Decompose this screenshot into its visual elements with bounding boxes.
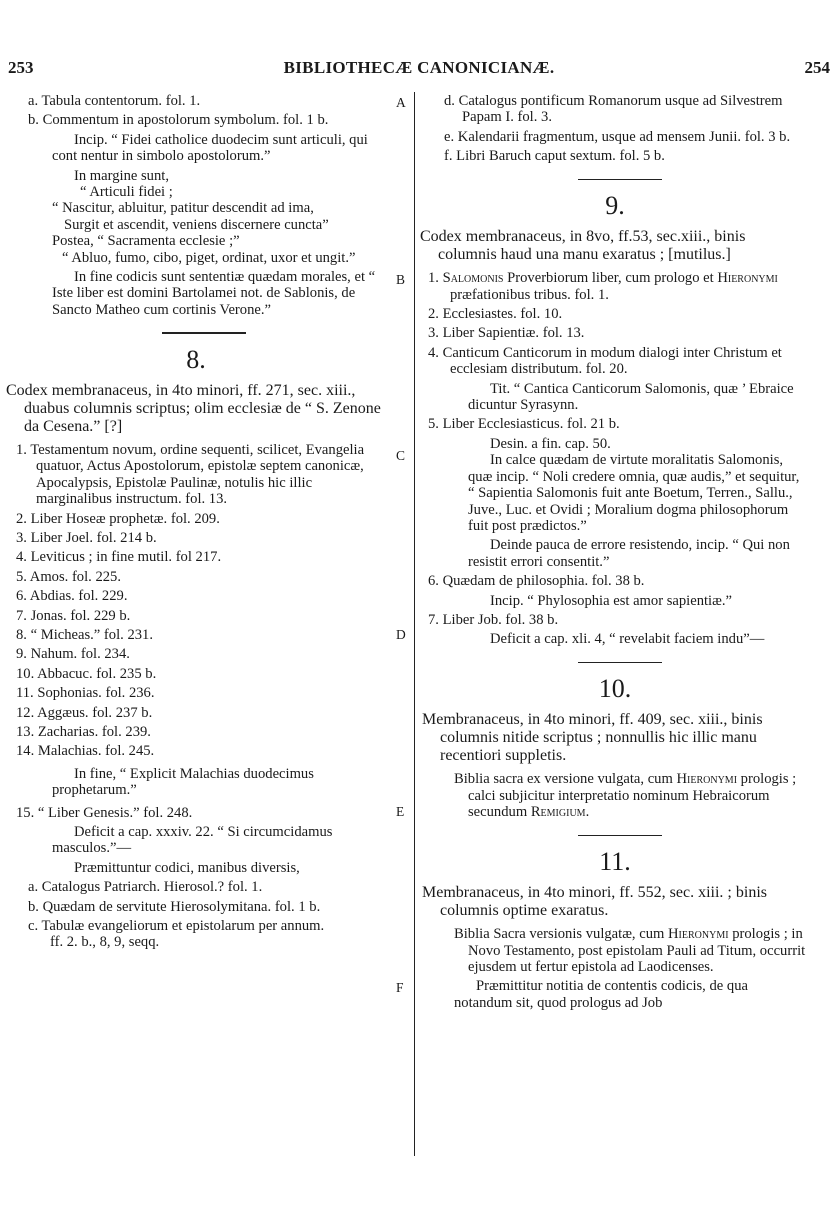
list-item: 15. “ Liber Genesis.” fol. 248. <box>16 804 193 821</box>
note-text: prologis ; calci subjicitur interpretatio nominum Hebraicorum secundum <box>468 771 797 821</box>
entry-b: b. Quædam de servitute Hierosolymitana. fol. 1 b. <box>28 898 321 915</box>
list-item: 8. “ Micheas.” fol. 231. <box>16 626 153 643</box>
item-text: Proverbiorum liber, cum prologo et <box>503 270 718 287</box>
page-number-left: 253 <box>8 58 34 77</box>
codex-description: Membranaceus, in 4to minori, ff. 409, sec. xiii., binis columnis nitide scriptus ; nonnullis hic illic manu recentiori suppletis. <box>422 711 763 765</box>
list-item: 4. Canticum Canticorum in modum dialogi inter Christum et ecclesiam distributum. fol. 20. <box>428 344 782 378</box>
section-number: 10. <box>598 674 632 704</box>
note-paragraph <box>424 926 806 975</box>
list-item: 2. Liber Hoseæ prophetæ. fol. 209. <box>16 510 220 527</box>
margin-note: In margine sunt, <box>74 167 169 184</box>
list-item: 12. Aggæus. fol. 237 b. <box>16 704 153 721</box>
entry-e: e. Kalendarii fragmentum, usque ad mensem Junii. fol. 3 b. <box>444 128 791 145</box>
left-column <box>6 93 386 951</box>
verse-line: “ Abluo, fumo, cibo, piget, ordinat, uxor et ungit.” <box>62 249 356 266</box>
entry-a: a. Tabula contentorum. fol. 1. <box>28 93 201 109</box>
verse-line: Postea, “ Sacramenta ecclesie ;” <box>52 233 240 250</box>
list-item: 9. Nahum. fol. 234. <box>16 646 130 663</box>
item-number: 1. <box>428 270 443 287</box>
margin-letter-b: B <box>396 272 406 287</box>
entry-c-continued: ff. 2. b., 8, 9, seqq. <box>50 934 160 951</box>
list-item: 4. Leviticus ; in fine mutil. fol 217. <box>16 549 222 566</box>
list-item: 3. Liber Sapientiæ. fol. 13. <box>428 325 585 342</box>
verse-line: “ Nascitur, abluitur, patitur descendit ad ima, <box>52 200 314 217</box>
note-paragraph: Præmittuntur codici, manibus diversis, <box>74 859 300 876</box>
note-paragraph: Deficit a cap. xli. 4, “ revelabit faciem indu”— <box>490 631 765 648</box>
margin-letter-e: E <box>396 804 405 819</box>
entry-f: f. Libri Baruch caput sextum. fol. 5 b. <box>444 148 665 165</box>
running-header <box>0 58 838 82</box>
page-number-right: 254 <box>804 58 830 77</box>
list-item <box>424 270 806 303</box>
margin-letter-a: A <box>396 95 406 110</box>
section-rule <box>578 835 662 837</box>
note-text: Biblia Sacra versionis vulgatæ, cum <box>454 926 669 943</box>
author-name: Salomonis <box>442 270 504 287</box>
item-text: præfationibus tribus. fol. 1. <box>450 286 609 303</box>
section-number: 9. <box>605 191 625 221</box>
list-item: 5. Liber Ecclesiasticus. fol. 21 b. <box>428 416 620 433</box>
incipit: Incip. “ Fidei catholice duodecim sunt articuli, qui cont nentur in simbolo apostolorum.” <box>52 131 368 165</box>
list-item: 2. Ecclesiastes. fol. 10. <box>428 306 563 323</box>
note-paragraph: In fine codicis sunt sententiæ quædam morales, et “ Iste liber est domini Bartolamei not. de Sablonis, de Sancto Matheo cum cortinis Verone.” <box>52 269 376 318</box>
codex-description: Membranaceus, in 4to minori, ff. 552, sec. xiii. ; binis columnis optime exaratus. <box>422 884 767 920</box>
section-rule <box>162 332 246 334</box>
note-paragraph <box>424 771 806 820</box>
list-item: 7. Jonas. fol. 229 b. <box>16 607 131 624</box>
note-paragraph: Deinde pauca de errore resistendo, incip. “ Qui non resistit errori consentit.” <box>468 537 790 570</box>
page-title: BIBLIOTHECÆ CANONICIANÆ. <box>283 58 555 77</box>
list-item: 14. Malachias. fol. 245. <box>16 743 155 760</box>
note-text: . <box>585 804 590 821</box>
list-item: 6. Abdias. fol. 229. <box>16 588 128 605</box>
note-paragraph: Tit. “ Cantica Canticorum Salomonis, quæ ’ Ebraice dicuntur Syrasynn. <box>468 380 794 414</box>
note-text: prologis ; in Novo Testamento, post epistolam Pauli ad Titum, occurrit ejusdem ut fertur epistola ad Laodicenses. <box>468 926 806 975</box>
column-divider <box>414 92 415 1156</box>
entry-c: c. Tabulæ evangeliorum et epistolarum per annum. <box>28 918 325 935</box>
section-rule <box>578 179 662 181</box>
margin-letter-d: D <box>396 627 406 642</box>
note-paragraph: In fine, “ Explicit Malachias duodecimus prophetarum.” <box>52 765 314 799</box>
codex-description: Codex membranaceus, in 4to minori, ff. 271, sec. xiii., duabus columnis scriptus; olim ecclesiæ de “ S. Zenone da Cesena.” [?] <box>6 381 381 435</box>
right-column <box>420 93 806 1014</box>
note-paragraph: Præmittitur notitia de contentis codicis, de qua notandum sit, quod prologus ad Job <box>454 978 748 1011</box>
section-rule <box>578 662 662 664</box>
section-number: 11. <box>599 847 631 877</box>
margin-letter-c: C <box>396 448 406 463</box>
section-number: 8. <box>186 344 206 374</box>
list-item: 7. Liber Job. fol. 38 b. <box>428 611 559 628</box>
list-item: 10. Abbacuc. fol. 235 b. <box>16 665 157 682</box>
note-paragraph: Deficit a cap. xxxiv. 22. “ Si circumcidamus masculos.”— <box>52 824 333 857</box>
author-name: Remigium <box>530 804 586 821</box>
note-paragraph: Desin. a fin. cap. 50. <box>490 435 611 452</box>
list-item: 13. Zacharias. fol. 239. <box>16 723 151 740</box>
list-item: 5. Amos. fol. 225. <box>16 568 121 585</box>
list-item: 1. Testamentum novum, ordine sequenti, scilicet, Evangelia quatuor, Actus Apostolorum, epistolæ septem canonicæ, Apocalypsis, Epistolæ Paulinæ, notulis hic illic marginalibus instructum. fol. 13. <box>16 441 365 508</box>
list-item: 11. Sophonias. fol. 236. <box>16 685 155 702</box>
note-text: Biblia sacra ex versione vulgata, cum <box>454 771 677 788</box>
list-item: 3. Liber Joel. fol. 214 b. <box>16 529 157 546</box>
entry-a: a. Catalogus Patriarch. Hierosol.? fol. 1. <box>28 879 263 896</box>
margin-letter-f: F <box>396 980 404 995</box>
verse-line: “ Articuli fidei ; <box>80 184 173 201</box>
entry-b: b. Commentum in apostolorum symbolum. fol. 1 b. <box>28 112 329 129</box>
codex-description: Codex membranaceus, in 8vo, ff.53, sec.xiii., binis columnis haud una manu exaratus ; [mutilus.] <box>420 228 746 264</box>
note-paragraph: Incip. “ Phylosophia est amor sapientiæ.” <box>490 592 732 609</box>
author-name: Hieronymi <box>717 270 778 287</box>
author-name: Hieronymi <box>676 771 738 788</box>
note-paragraph: In calce quædam de virtute moralitatis Salomonis, quæ incip. “ Noli credere omnia, quæ audis,” et sequitur, “ Sapientia Salomonis fuit ante Boetum, Terren., Sallu., Juve., Luc. et Ovidi ; Moralium dogma philosophorum fuit post prædictos.” <box>468 452 800 534</box>
list-item: 6. Quædam de philosophia. fol. 38 b. <box>428 573 645 590</box>
verse-line: Surgit et ascendit, veniens discernere cuncta” <box>64 216 329 233</box>
author-name: Hieronymi <box>668 926 729 943</box>
entry-d: d. Catalogus pontificum Romanorum usque ad Silvestrem Papam I. fol. 3. <box>444 93 783 126</box>
